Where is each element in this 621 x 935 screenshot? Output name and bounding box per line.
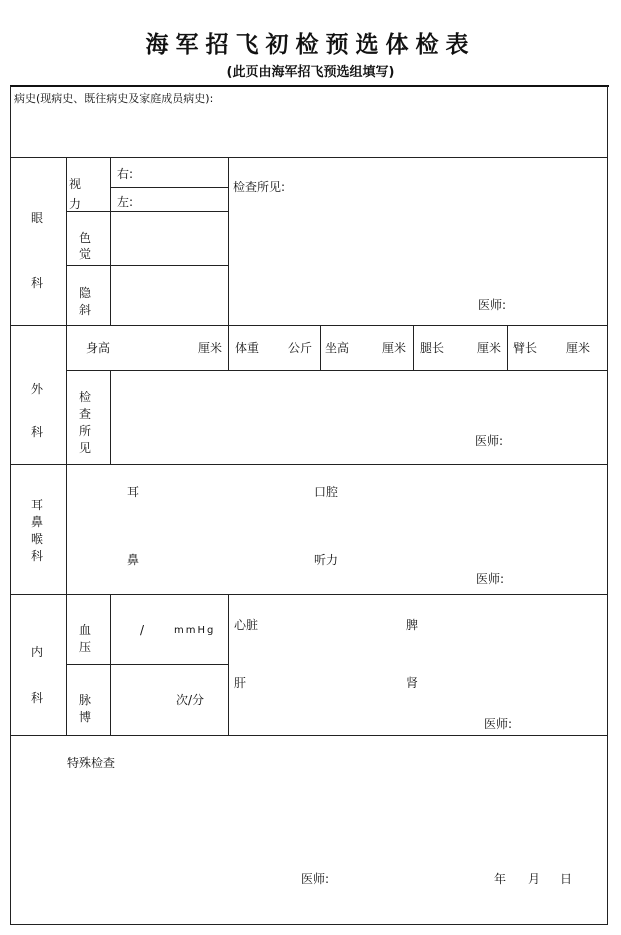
eye-row-vision <box>66 211 228 212</box>
surgery-col-3 <box>413 325 414 370</box>
blood-pressure-label: 血压 <box>78 623 91 654</box>
table-bottom-border <box>10 924 608 925</box>
section-column-divider <box>66 157 67 735</box>
internal-doctor-label: 医师: <box>484 717 513 731</box>
pulse-label: 脉博 <box>78 693 91 724</box>
date-day-label: 日 <box>560 872 573 886</box>
color-vision-label: 色觉 <box>78 231 91 261</box>
surgery-section-label-bottom: 科 <box>31 425 44 439</box>
weight-unit: 公斤 <box>288 341 313 355</box>
ent-section-label: 耳鼻喉科 <box>30 498 43 563</box>
surgery-measure-row <box>66 370 608 371</box>
table-top-border <box>10 85 609 87</box>
eye-row-color <box>66 265 228 266</box>
form-title: 海军招飞初检预选体检表 <box>145 31 476 58</box>
internal-organ-divider <box>228 594 229 735</box>
kidney-label: 肾 <box>406 676 419 690</box>
eye-doctor-label: 医师: <box>478 298 507 312</box>
squint-label: 隐斜 <box>78 286 91 317</box>
date-month-label: 月 <box>528 872 541 886</box>
history-label: 病史(现病史、既往病史及家庭成员病史): <box>14 92 214 105</box>
sitting-height-label: 坐高 <box>325 341 350 355</box>
nose-label: 鼻 <box>127 553 140 567</box>
leg-length-label: 腿长 <box>420 341 445 355</box>
vision-left-label: 左: <box>117 195 134 209</box>
hearing-label: 听力 <box>314 553 339 567</box>
heart-label: 心脏 <box>234 618 259 632</box>
date-year-label: 年 <box>494 872 507 886</box>
form-subtitle: (此页由海军招飞预选组填写) <box>226 65 395 80</box>
arm-length-label: 臂长 <box>513 341 538 355</box>
divider-eye <box>10 325 608 326</box>
divider-history <box>10 157 608 158</box>
leg-length-unit: 厘米 <box>477 341 502 355</box>
mouth-label: 口腔 <box>314 485 339 499</box>
surgery-doctor-label: 医师: <box>475 434 504 448</box>
ent-doctor-label: 医师: <box>476 572 505 586</box>
eye-findings-divider <box>228 157 229 325</box>
surgery-col-2 <box>320 325 321 370</box>
eye-row-vision-split <box>110 187 228 188</box>
weight-label: 体重 <box>235 341 260 355</box>
vision-label: 视力 <box>68 177 81 211</box>
surgery-section-label-top: 外 <box>31 382 44 396</box>
bp-unit: mmHg <box>174 625 216 636</box>
internal-section-label-bottom: 科 <box>31 691 44 705</box>
eye-section-label-bottom: 科 <box>31 276 44 290</box>
surgery-findings-label: 检查所见 <box>78 390 91 455</box>
eye-findings-label: 检查所见: <box>233 180 286 194</box>
ear-label: 耳 <box>127 485 140 499</box>
spleen-label: 脾 <box>406 618 419 632</box>
pulse-unit: 次/分 <box>176 693 205 707</box>
table-left-border <box>10 86 11 925</box>
divider-ent <box>10 594 608 595</box>
divider-internal <box>10 735 608 736</box>
height-unit: 厘米 <box>198 341 223 355</box>
internal-row-split <box>66 664 228 665</box>
bp-slash: / <box>140 623 145 637</box>
surgery-col-4 <box>507 325 508 370</box>
internal-section-label-top: 内 <box>31 645 44 659</box>
eye-section-label-top: 眼 <box>31 211 44 225</box>
vision-right-label: 右: <box>117 167 134 181</box>
arm-length-unit: 厘米 <box>566 341 591 355</box>
liver-label: 肝 <box>234 676 247 690</box>
special-exam-label: 特殊检查 <box>67 756 116 770</box>
sitting-height-unit: 厘米 <box>382 341 407 355</box>
table-right-border <box>607 86 608 925</box>
height-label: 身高 <box>86 341 111 355</box>
surgery-col-1 <box>228 325 229 370</box>
special-doctor-label: 医师: <box>301 872 330 886</box>
surgery-findings-divider <box>110 370 111 464</box>
divider-surgery <box>10 464 608 465</box>
eye-subcol-divider <box>110 157 111 325</box>
